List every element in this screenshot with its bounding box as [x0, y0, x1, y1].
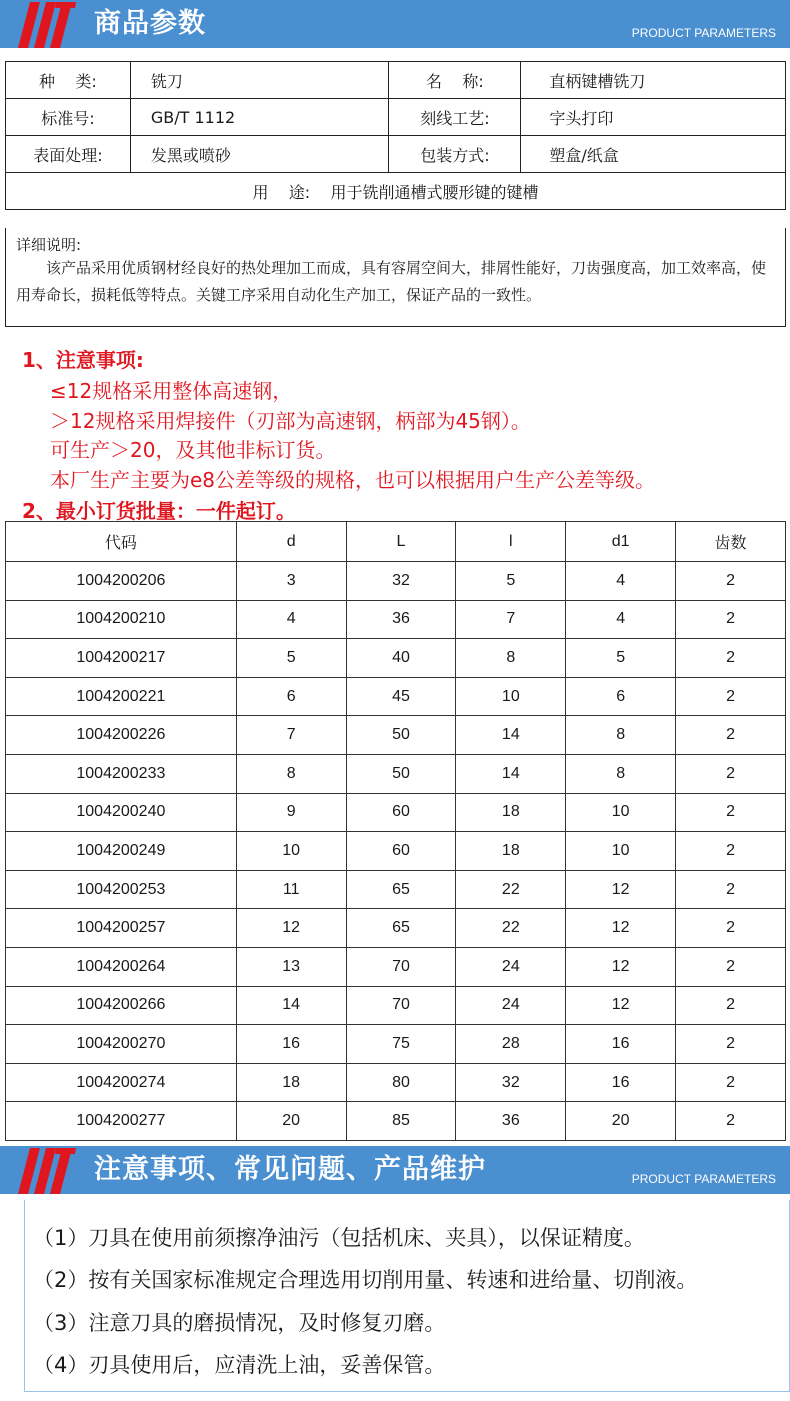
param-row-usage — [6, 173, 786, 210]
table-row — [6, 947, 786, 986]
spec-cell-d1: 10 — [566, 832, 676, 871]
spec-cell-l: 32 — [456, 1063, 566, 1102]
table-row — [6, 1063, 786, 1102]
parameter-table — [5, 61, 786, 210]
table-row — [6, 986, 786, 1025]
banner-title: 商品参数 — [94, 8, 206, 39]
param-value: 字头打印 — [521, 99, 786, 136]
spec-cell-code: 1004200264 — [6, 947, 237, 986]
banner-subtitle: PRODUCT PARAMETERS — [631, 1172, 776, 1186]
spec-cell-d: 6 — [236, 677, 346, 716]
table-row — [6, 1025, 786, 1064]
care-list — [24, 1200, 790, 1392]
spec-header-l: l — [456, 522, 566, 562]
spec-cell-d: 3 — [236, 562, 346, 601]
brand-logo-icon — [18, 1148, 76, 1194]
param-label: 标准号: — [6, 99, 131, 136]
spec-cell-teeth: 2 — [676, 639, 786, 678]
spec-cell-teeth: 2 — [676, 1025, 786, 1064]
spec-cell-teeth: 2 — [676, 600, 786, 639]
spec-cell-d1: 10 — [566, 793, 676, 832]
spec-cell-teeth: 2 — [676, 1102, 786, 1141]
spec-cell-code: 1004200249 — [6, 832, 237, 871]
spec-cell-L: 45 — [346, 677, 456, 716]
spec-cell-l: 24 — [456, 947, 566, 986]
spec-cell-teeth: 2 — [676, 716, 786, 755]
notes-heading-1: 1、注意事项: — [22, 348, 144, 372]
detail-description — [5, 228, 786, 327]
spec-cell-L: 70 — [346, 947, 456, 986]
spec-cell-d: 12 — [236, 909, 346, 948]
spec-cell-code: 1004200233 — [6, 754, 237, 793]
spec-cell-code: 1004200257 — [6, 909, 237, 948]
spec-cell-l: 24 — [456, 986, 566, 1025]
spec-cell-d1: 4 — [566, 600, 676, 639]
table-row — [6, 793, 786, 832]
detail-body: 该产品采用优质钢材经良好的热处理加工而成，具有容屑空间大，排屑性能好，刀齿强度高，加工效率高，使用寿命长，损耗低等特点。关键工序采用自动化生产加工，保证产品的一致性。 — [16, 259, 767, 304]
spec-cell-d1: 5 — [566, 639, 676, 678]
detail-heading: 详细说明: — [16, 236, 82, 254]
spec-cell-l: 18 — [456, 793, 566, 832]
spec-cell-code: 1004200274 — [6, 1063, 237, 1102]
note-line: 本厂生产主要为e8公差等级的规格，也可以根据用户生产公差等级。 — [50, 468, 656, 492]
spec-cell-d1: 16 — [566, 1025, 676, 1064]
spec-cell-d1: 4 — [566, 562, 676, 601]
spec-cell-code: 1004200266 — [6, 986, 237, 1025]
spec-cell-d1: 16 — [566, 1063, 676, 1102]
spec-cell-code: 1004200206 — [6, 562, 237, 601]
table-row — [6, 870, 786, 909]
table-row — [6, 754, 786, 793]
spec-cell-d: 10 — [236, 832, 346, 871]
spec-cell-d: 7 — [236, 716, 346, 755]
spec-cell-d1: 12 — [566, 947, 676, 986]
spec-cell-l: 8 — [456, 639, 566, 678]
table-row — [6, 562, 786, 601]
spec-cell-teeth: 2 — [676, 562, 786, 601]
spec-cell-code: 1004200253 — [6, 870, 237, 909]
spec-cell-teeth: 2 — [676, 832, 786, 871]
spec-cell-teeth: 2 — [676, 947, 786, 986]
spec-cell-d1: 8 — [566, 716, 676, 755]
spec-cell-code: 1004200210 — [6, 600, 237, 639]
spec-cell-l: 22 — [456, 870, 566, 909]
spec-cell-d: 16 — [236, 1025, 346, 1064]
spec-cell-d1: 20 — [566, 1102, 676, 1141]
spec-header-row — [6, 522, 786, 562]
care-item: （3）注意刀具的磨损情况，及时修复刃磨。 — [33, 1311, 446, 1335]
table-row — [6, 832, 786, 871]
spec-cell-code: 1004200270 — [6, 1025, 237, 1064]
care-item: （4）刃具使用后，应清洗上油，妥善保管。 — [33, 1353, 446, 1377]
spec-cell-d: 9 — [236, 793, 346, 832]
spec-cell-L: 65 — [346, 870, 456, 909]
param-label: 刻线工艺: — [389, 99, 521, 136]
spec-cell-L: 80 — [346, 1063, 456, 1102]
table-row — [6, 909, 786, 948]
spec-cell-l: 18 — [456, 832, 566, 871]
table-row — [6, 600, 786, 639]
spec-cell-teeth: 2 — [676, 677, 786, 716]
spec-cell-L: 36 — [346, 600, 456, 639]
spec-cell-L: 60 — [346, 793, 456, 832]
spec-cell-L: 70 — [346, 986, 456, 1025]
spec-cell-L: 32 — [346, 562, 456, 601]
spec-cell-d: 5 — [236, 639, 346, 678]
spec-cell-d1: 12 — [566, 909, 676, 948]
spec-cell-l: 14 — [456, 716, 566, 755]
spec-cell-l: 14 — [456, 754, 566, 793]
spec-cell-teeth: 2 — [676, 1063, 786, 1102]
spec-cell-L: 60 — [346, 832, 456, 871]
param-label: 包装方式: — [389, 136, 521, 173]
header-banner — [0, 0, 790, 48]
param-value: 塑盒/纸盒 — [521, 136, 786, 173]
spec-cell-d1: 12 — [566, 870, 676, 909]
spec-cell-L: 50 — [346, 754, 456, 793]
param-value: 发黑或喷砂 — [130, 136, 389, 173]
note-line: ＞12规格采用焊接件（刃部为高速钢，柄部为45钢）。 — [50, 409, 531, 433]
spec-cell-d: 20 — [236, 1102, 346, 1141]
spec-table — [5, 521, 786, 1141]
spec-cell-l: 5 — [456, 562, 566, 601]
note-line: 可生产＞20，及其他非标订货。 — [50, 438, 336, 462]
spec-cell-d1: 8 — [566, 754, 676, 793]
spec-cell-code: 1004200277 — [6, 1102, 237, 1141]
spec-header-code: 代码 — [6, 522, 237, 562]
spec-cell-teeth: 2 — [676, 870, 786, 909]
spec-cell-teeth: 2 — [676, 909, 786, 948]
spec-cell-d: 18 — [236, 1063, 346, 1102]
usage-text: 用 途: 用于铣削通槽式腰形键的键槽 — [6, 173, 786, 210]
table-row — [6, 1102, 786, 1141]
param-label: 表面处理: — [6, 136, 131, 173]
spec-cell-l: 10 — [456, 677, 566, 716]
param-row — [6, 62, 786, 99]
care-item: （1）刀具在使用前须擦净油污（包括机床、夹具），以保证精度。 — [33, 1226, 645, 1250]
spec-cell-l: 7 — [456, 600, 566, 639]
table-row — [6, 677, 786, 716]
param-row — [6, 99, 786, 136]
spec-cell-l: 36 — [456, 1102, 566, 1141]
spec-cell-teeth: 2 — [676, 754, 786, 793]
spec-cell-teeth: 2 — [676, 793, 786, 832]
spec-cell-code: 1004200217 — [6, 639, 237, 678]
spec-header-teeth: 齿数 — [676, 522, 786, 562]
spec-header-d: d — [236, 522, 346, 562]
spec-cell-L: 40 — [346, 639, 456, 678]
spec-cell-d1: 6 — [566, 677, 676, 716]
param-row — [6, 136, 786, 173]
spec-cell-d: 13 — [236, 947, 346, 986]
brand-logo-icon — [18, 2, 76, 48]
spec-cell-L: 75 — [346, 1025, 456, 1064]
banner-title: 注意事项、常见问题、产品维护 — [94, 1154, 486, 1185]
care-banner — [0, 1146, 790, 1194]
param-value: GB/T 1112 — [130, 99, 389, 136]
spec-cell-l: 28 — [456, 1025, 566, 1064]
table-row — [6, 716, 786, 755]
spec-cell-d: 11 — [236, 870, 346, 909]
notes-heading-2: 2、最小订货批量：一件起订。 — [22, 499, 296, 523]
spec-cell-d: 8 — [236, 754, 346, 793]
spec-cell-L: 50 — [346, 716, 456, 755]
spec-cell-d: 14 — [236, 986, 346, 1025]
param-label: 名 称: — [389, 62, 521, 99]
spec-header-L: L — [346, 522, 456, 562]
note-line: ≤12规格采用整体高速钢， — [50, 379, 293, 403]
spec-cell-L: 85 — [346, 1102, 456, 1141]
banner-subtitle: PRODUCT PARAMETERS — [631, 26, 776, 40]
spec-cell-d1: 12 — [566, 986, 676, 1025]
spec-cell-L: 65 — [346, 909, 456, 948]
spec-cell-code: 1004200226 — [6, 716, 237, 755]
spec-cell-l: 22 — [456, 909, 566, 948]
table-row — [6, 639, 786, 678]
spec-cell-d: 4 — [236, 600, 346, 639]
spec-header-d1: d1 — [566, 522, 676, 562]
param-value: 铣刀 — [130, 62, 389, 99]
param-value: 直柄键槽铣刀 — [521, 62, 786, 99]
care-item: （2）按有关国家标准规定合理选用切削用量、转速和进给量、切削液。 — [33, 1268, 698, 1292]
param-label: 种 类: — [6, 62, 131, 99]
spec-cell-code: 1004200221 — [6, 677, 237, 716]
spec-cell-teeth: 2 — [676, 986, 786, 1025]
spec-cell-code: 1004200240 — [6, 793, 237, 832]
